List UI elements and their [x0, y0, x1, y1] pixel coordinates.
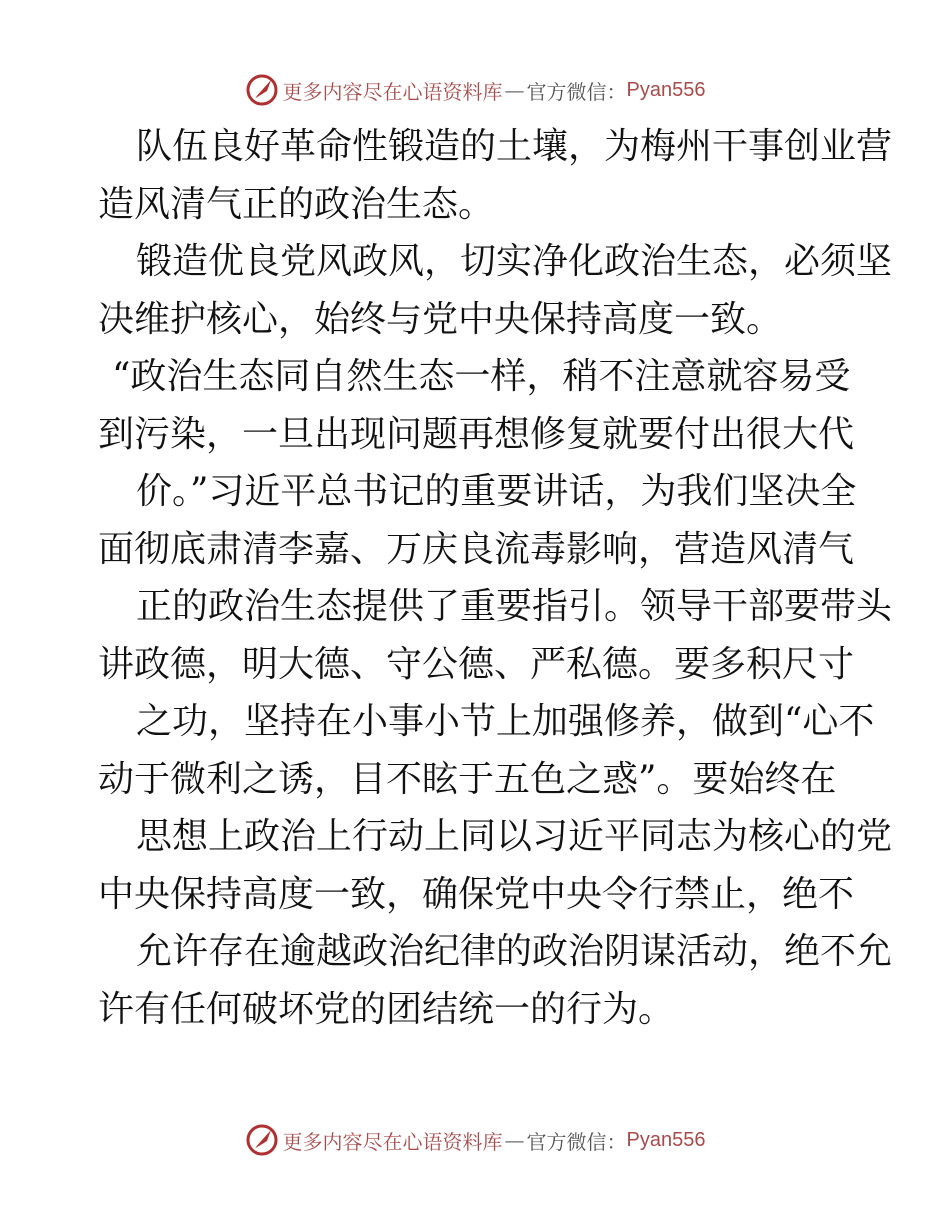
footer-banner: [0, 1120, 950, 1160]
text-line: 到污染，一旦出现问题再想修复就要付出很大代: [98, 413, 855, 455]
header-text: 更多内容尽在心语资料库: [282, 79, 503, 104]
footer-text: 更多内容尽在心语资料库: [282, 1129, 503, 1154]
quill-pen-icon: [245, 73, 279, 107]
document-body: [98, 118, 893, 1038]
wechat-label: 官方微信：: [526, 79, 627, 104]
text-line: 队伍良好革命性锻造的土壤，为梅州干事创业营: [136, 126, 893, 167]
text-line: 面彻底肃清李嘉、万庆良流毒影响，营造风清气: [98, 528, 855, 570]
wechat-id: Pyan556: [626, 78, 706, 101]
text-line: 之功，坚持在小事小节上加强修养，做到“心不: [136, 701, 875, 742]
text-line: 锻造优良党风政风，切实净化政治生态，必须坚: [136, 241, 893, 282]
header-banner: [0, 70, 950, 110]
quill-pen-icon: [245, 1123, 279, 1157]
footer-wechat-label: 官方微信：: [526, 1129, 627, 1154]
footer-wechat-id: Pyan556: [626, 1128, 706, 1151]
header-separator: —: [504, 78, 525, 102]
text-line: 决维护核心，始终与党中央保持高度一致。: [98, 298, 783, 340]
text-line: “政治生态同自然生态一样，稍不注意就容易受: [112, 356, 851, 397]
text-line: 中央保持高度一致，确保党中央令行禁止，绝不: [98, 873, 855, 915]
text-line: 讲政德，明大德、守公德、严私德。要多积尺寸: [98, 643, 855, 685]
text-line: 思想上政治上行动上同以习近平同志为核心的党: [136, 816, 893, 857]
footer-separator: —: [504, 1128, 525, 1152]
text-line: 许有任何破坏党的团结统一的行为。: [98, 988, 675, 1030]
text-line: 动于微利之诱，目不眩于五色之惑”。要始终在: [98, 758, 837, 800]
text-line: 造风清气正的政治生态。: [98, 183, 495, 225]
text-line: 价。”习近平总书记的重要讲话，为我们坚决全: [136, 471, 857, 512]
text-line: 允许存在逾越政治纪律的政治阴谋活动，绝不允: [136, 931, 893, 972]
text-line: 正的政治生态提供了重要指引。领导干部要带头: [136, 586, 893, 627]
